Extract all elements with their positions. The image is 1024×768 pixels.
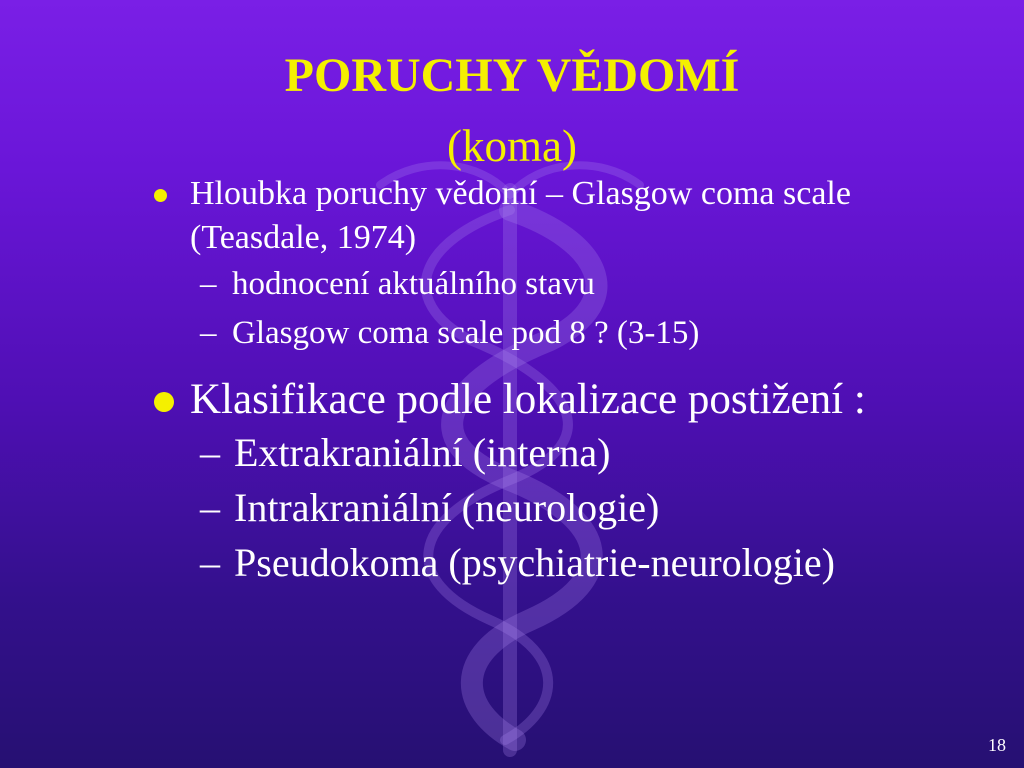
bullet-item [150,172,970,260]
dash-marker: – [200,266,217,302]
dash-marker: – [200,485,220,530]
sub-bullet-item [150,260,970,309]
slide-subtitle: (koma) [447,121,577,171]
bullet-text: Klasifikace podle lokalizace postižení : [190,376,866,423]
sub-bullet-item [150,425,970,480]
dash-marker: – [200,430,220,475]
sub-bullet-text: Glasgow coma scale pod 8 ? (3-15) [232,315,700,351]
sub-bullet-text: Extrakraniální (interna) [234,430,611,475]
bullet-dot-icon [154,189,167,202]
page-number: 18 [988,735,1006,755]
bullet-list [150,172,970,590]
bullet-text: Hloubka poruchy vědomí – Glasgow coma scale (Teasdale, 1974) [190,175,851,256]
sub-bullet-text: Pseudokoma (psychiatrie-neurologie) [234,540,835,585]
dash-marker: – [200,540,220,585]
sub-bullet-item [150,309,970,358]
bullet-dot-icon [154,392,174,412]
sub-bullet-text: Intrakraniální (neurologie) [234,485,660,530]
bullet-item [150,374,970,425]
dash-marker: – [200,315,217,351]
sub-bullet-item [150,535,970,590]
slide-title: PORUCHY VĚDOMÍ [284,49,740,102]
sub-bullet-text: hodnocení aktuálního stavu [232,266,595,302]
sub-bullet-item [150,480,970,535]
